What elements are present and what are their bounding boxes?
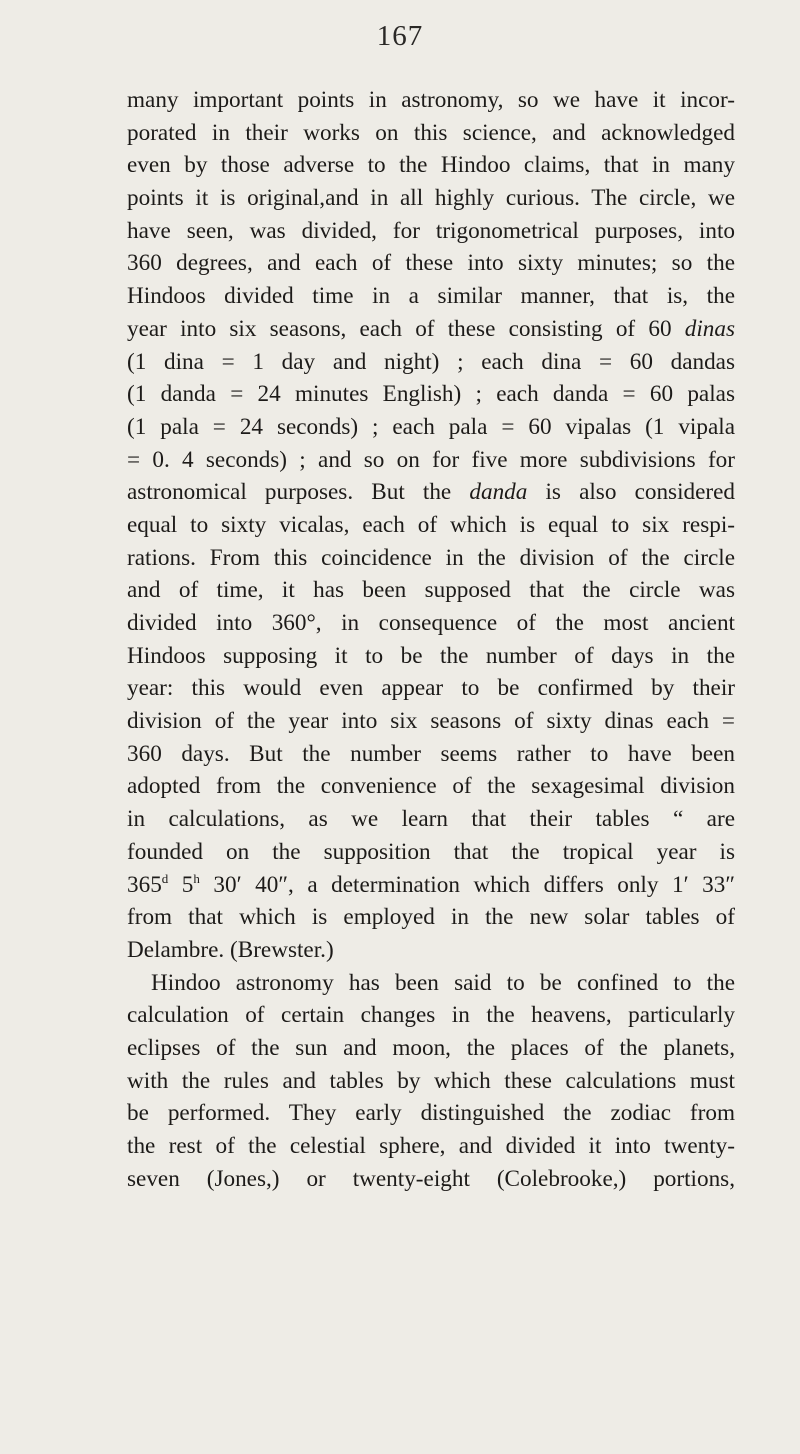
text-line: porated in their works on this science, and acknowledged <box>127 119 735 146</box>
text-line: rations. From this coincidence in the division of the circle <box>127 544 735 571</box>
page-number: 167 <box>376 20 424 52</box>
text-line: and of time, it has been supposed that the circle was <box>127 577 735 604</box>
text-line: = 0. 4 seconds) ; and so on for five more subdivisions for <box>127 446 735 473</box>
text-line: even by those adverse to the Hindoo claims, that in many <box>127 152 735 179</box>
text-line: seven (Jones,) or twenty-eight (Colebrooke,) portions, <box>127 1165 735 1192</box>
text-line: division of the year into six seasons of sixty dinas each = <box>127 708 735 735</box>
text-line: calculation of certain changes in the heavens, particularly <box>127 1002 735 1029</box>
text-line: divided into 360°, in consequence of the most ancient <box>127 610 735 636</box>
text-line: many important points in astronomy, so we have it incor- <box>127 87 735 113</box>
text-line: (1 danda = 24 minutes English) ; each danda = 60 palas <box>127 381 735 408</box>
text-line: 365$^d$ 5$^h$ 30′ 40″, a determination which differs only 1′ 33″ <box>127 870 735 898</box>
text-line: the rest of the celestial sphere, and divided it into twenty- <box>127 1133 735 1159</box>
text-line: Hindoo astronomy has been said to be confined to the <box>151 969 735 996</box>
text-line: in calculations, as we learn that their tables “ are <box>127 806 735 833</box>
body-text <box>127 84 735 1195</box>
text-line: Delambre. (Brewster.) <box>127 936 334 963</box>
text-line: Hindoos supposing it to be the number of days in the <box>127 642 735 669</box>
text-line: year: this would even appear to be confirmed by their <box>127 675 735 702</box>
text-line: 360 degrees, and each of these into sixty minutes; so the <box>127 250 735 277</box>
text-line: have seen, was divided, for trigonometrical purposes, into <box>127 217 735 244</box>
text-line: with the rules and tables by which these calculations must <box>127 1067 735 1094</box>
superscript-days: d <box>161 870 169 886</box>
text-line: eclipses of the sun and moon, the places of the planets, <box>127 1034 735 1061</box>
text-line: be performed. They early distinguished the zodiac from <box>127 1100 735 1127</box>
text-line: astronomical purposes. But the danda is also considered <box>127 479 735 506</box>
text-line: (1 dina = 1 day and night) ; each dina = 60 dandas <box>127 348 735 375</box>
italic-term: danda <box>469 479 528 506</box>
text-line: (1 pala = 24 seconds) ; each pala = 60 vipalas (1 vipala <box>127 413 735 440</box>
italic-term: dinas <box>684 315 735 342</box>
text-line: from that which is employed in the new solar tables of <box>127 904 735 931</box>
text-line: year into six seasons, each of these consisting of 60 dinas <box>127 315 735 342</box>
text-line: points it is original,and in all highly curious. The circle, we <box>127 185 735 212</box>
superscript-hours: h <box>193 870 200 886</box>
text-line: 360 days. But the number seems rather to have been <box>127 740 735 767</box>
text-line: founded on the supposition that the tropical year is <box>127 838 735 865</box>
text-line: Hindoos divided time in a similar manner, that is, the <box>127 283 735 310</box>
text-line: adopted from the convenience of the sexagesimal division <box>127 773 735 800</box>
text-line: equal to sixty vicalas, each of which is equal to six respi- <box>127 511 735 538</box>
